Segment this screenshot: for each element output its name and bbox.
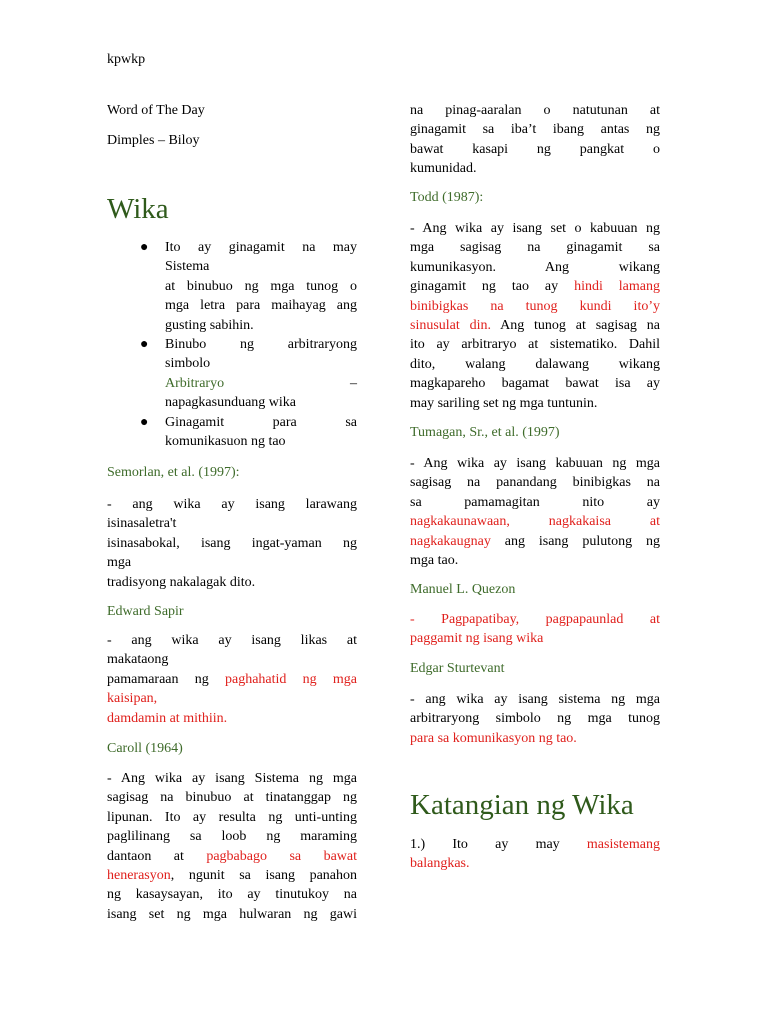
definition-line: lipunan. Ito ay resulta ng unti-unting (107, 809, 357, 825)
word-of-day-title: Word of The Day (107, 103, 205, 118)
definition-text: Ang tunog at sagisag na (491, 318, 660, 334)
highlight-text: Pagpapatibay, pagpapaunlad at (441, 612, 660, 627)
bullet-text: gusting sabihin. (165, 317, 254, 333)
definition-line: - Ang wika ay isang Sistema ng mga (107, 771, 357, 786)
definition-line: kumunikasyon. Ang wikang (410, 259, 660, 275)
definition-line: mga tao. (410, 553, 459, 569)
definition-sapir (107, 631, 357, 728)
bullet-text: komunikasuon ng tao (165, 434, 286, 450)
definition-line (107, 670, 357, 689)
definition-line: arbitraryong simbolo ng mga tunog (410, 711, 660, 727)
wika-bullet-list (107, 238, 357, 451)
bullet-item (107, 238, 357, 335)
highlight-text: paggamit ng isang wika (410, 631, 544, 647)
definition-text: 1.) Ito ay may (410, 837, 587, 852)
definition-line: - ang wika ay isang likas at (107, 633, 357, 648)
highlight-text: nagkakaugnay (410, 533, 491, 549)
definition-line (410, 532, 660, 551)
definition-line: sagisag na binubuo at tinatanggap ng (107, 790, 357, 806)
heading-katangian: Katangian ng Wika (410, 789, 634, 821)
author-tumagan: Tumagan, Sr., et al. (1997) (410, 425, 560, 440)
definition-line: isinasabokal, isang ingat-yaman ng (107, 535, 357, 551)
highlight-text: henerasyon (107, 868, 171, 884)
definition-line: sa pamamagitan nito ay (410, 494, 660, 510)
bullet-text: at binubuo ng mga tunog o (165, 278, 357, 294)
author-sapir: Edward Sapir (107, 604, 184, 619)
highlight-text: sinusulat din. (410, 318, 492, 334)
highlight-text: nagkakaunawaan, nagkakaisa at (410, 514, 660, 530)
definition-line: paglilinang sa loob ng maraming (107, 829, 357, 845)
definition-text: dantaon at (107, 848, 207, 864)
definition-tumagan (410, 454, 660, 570)
highlight-text: pagbabago sa bawat (206, 848, 357, 864)
definition-line: ng kasaysayan, ito ay tinutukoy na (107, 887, 357, 903)
bullet-text: Binubo ng arbitraryong (165, 337, 357, 353)
definition-line: magkapareho bagamat bawat isa ay (410, 376, 660, 392)
heading-wika: Wika (107, 193, 169, 225)
highlight-text: balangkas. (410, 856, 470, 872)
definition-text: - (410, 612, 442, 627)
definition-line: kumunidad. (410, 161, 477, 177)
bullet-item (107, 413, 357, 452)
author-quezon: Manuel L. Quezon (410, 582, 516, 597)
definition-line (410, 316, 660, 335)
definition-line: ginagamit sa iba’t ibang antas ng (410, 122, 660, 138)
highlight-text: binibigkas na tunog kundi ito’y (410, 298, 660, 314)
definition-line: bawat kasapi ng pangkat o (410, 141, 660, 157)
definition-line: mga (107, 555, 132, 571)
definition-text: ang isang pulutong ng (490, 533, 660, 549)
definition-line: tradisyong nakalagak dito. (107, 574, 256, 590)
page-header: kpwkp (107, 52, 146, 67)
definition-line: isinasaletra't (107, 516, 177, 532)
definition-line: makataong (107, 652, 169, 668)
highlight-text: damdamin at mithiin. (107, 710, 228, 726)
definition-line (410, 610, 660, 629)
author-sturtevant: Edgar Sturtevant (410, 661, 505, 676)
definition-text: pamamaraan ng (107, 671, 225, 687)
definition-line: - Ang wika ay isang kabuuan ng mga (410, 456, 660, 471)
highlight-text: hindi lamang (574, 279, 660, 295)
author-caroll: Caroll (1964) (107, 741, 183, 756)
definition-line (410, 835, 660, 854)
word-of-day-entry: Dimples – Biloy (107, 133, 200, 148)
definition-line (107, 847, 357, 866)
definition-quezon (410, 610, 660, 649)
definition-line: dito, walang dalawang wikang (410, 356, 660, 372)
caroll-continuation (410, 101, 660, 179)
bullet-text: Ito ay ginagamit na may (165, 240, 357, 255)
definition-line: ito ay arbitraryo at sistematiko. Dahil (410, 337, 660, 353)
term-dash: – (350, 375, 357, 391)
bullet-dot-icon: ● (140, 337, 149, 353)
term-line (165, 374, 357, 393)
term-arbitraryo: Arbitraryo (165, 375, 225, 391)
bullet-dot-icon: ● (140, 414, 149, 430)
definition-line: may sariling set ng mga tuntunin. (410, 395, 598, 411)
bullet-item (107, 335, 357, 413)
definition-line: - ang wika ay isang larawang (107, 497, 357, 512)
definition-line (410, 277, 660, 296)
definition-todd (410, 219, 660, 413)
list-item (410, 835, 660, 874)
definition-semorlan (107, 495, 357, 592)
definition-text: , ngunit sa isang panahon (170, 868, 357, 884)
term-definition: napagkasunduang wika (165, 395, 297, 411)
highlight-text: kaisipan, (107, 691, 158, 707)
definition-line: - ang wika ay isang sistema ng mga (410, 692, 660, 707)
definition-caroll (107, 769, 357, 924)
author-semorlan: Semorlan, et al. (1997): (107, 465, 240, 480)
definition-line: sagisag na panandang binibigkas na (410, 475, 660, 491)
bullet-text: mga letra para maihayag ang (165, 298, 357, 314)
bullet-text: Ginagamit para sa (165, 414, 357, 430)
highlight-text: masistemang (586, 837, 660, 852)
bullet-text: simbolo (165, 356, 211, 372)
definition-line (107, 866, 357, 885)
highlight-text: para sa komunikasyon ng tao. (410, 730, 577, 746)
definition-sturtevant (410, 690, 660, 748)
bullet-text: Sistema (165, 259, 210, 275)
definition-line: na pinag-aaralan o natutunan at (410, 103, 660, 118)
definition-line: isang set ng mga hulwaran ng gawi (107, 906, 357, 922)
definition-text: ginagamit ng tao ay (410, 279, 575, 295)
author-todd: Todd (1987): (410, 190, 484, 205)
bullet-dot-icon: ● (140, 240, 149, 255)
highlight-text: paghahatid ng mga (225, 671, 358, 687)
definition-line: - Ang wika ay isang set o kabuuan ng (410, 221, 660, 236)
definition-line: mga sagisag na ginagamit sa (410, 240, 660, 256)
